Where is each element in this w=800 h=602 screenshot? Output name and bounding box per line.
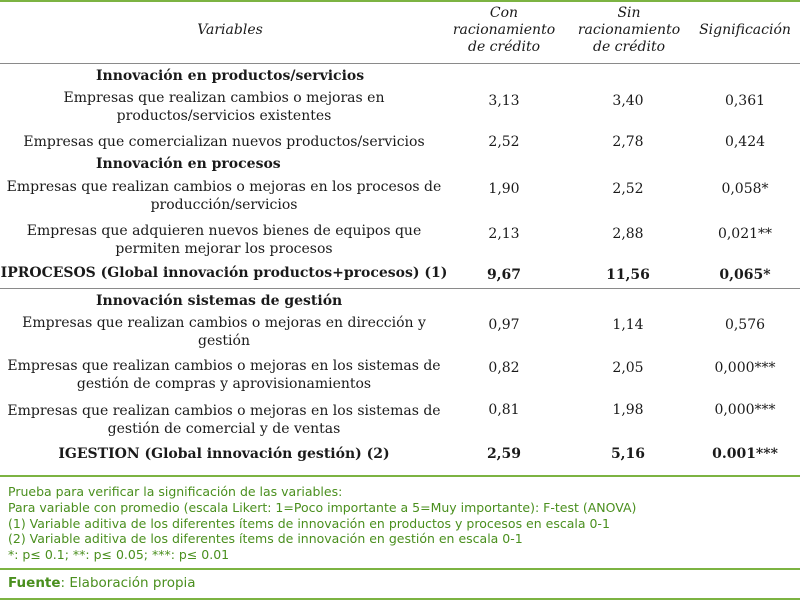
section-title: Innovación en productos/servicios bbox=[96, 68, 365, 84]
note-line: *: p≤ 0.1; **: p≤ 0.05; ***: p≤ 0.01 bbox=[8, 547, 230, 563]
row-label: Empresas que realizan cambios o mejoras en los sistemas de gestión de compras y aprovisionamientos bbox=[7, 358, 441, 392]
cell-sin: 1,14 bbox=[612, 317, 644, 333]
cell-sig: 0,000*** bbox=[714, 360, 776, 376]
cell-sig: 0,576 bbox=[724, 317, 766, 333]
cell-sig: 0,361 bbox=[724, 93, 766, 109]
note-line: (2) Variable aditiva de los diferentes ítems de innovación en gestión en escala 0-1 bbox=[8, 531, 523, 547]
cell-sin: 5,16 bbox=[610, 446, 646, 462]
source-text: : Elaboración propia bbox=[60, 575, 196, 591]
cell-sin: 3,40 bbox=[612, 93, 644, 109]
cell-con: 9,67 bbox=[486, 267, 522, 283]
row-label: Empresas que realizan cambios o mejoras en dirección y gestión bbox=[22, 315, 426, 349]
notes-divider bbox=[0, 568, 800, 570]
header-variables: Variables bbox=[197, 22, 263, 38]
cell-sin: 2,05 bbox=[612, 360, 644, 376]
row-label: Empresas que adquieren nuevos bienes de equipos que permiten mejorar los procesos bbox=[26, 223, 422, 257]
cell-sig: 0,065* bbox=[719, 267, 771, 283]
source-label: Fuente bbox=[8, 575, 61, 591]
cell-sin: 1,98 bbox=[612, 402, 644, 418]
cell-sig: 0,000*** bbox=[714, 402, 776, 418]
cell-con: 0,82 bbox=[488, 360, 520, 376]
note-line: (1) Variable aditiva de los diferentes ítems de innovación en productos y procesos en escala 0-1 bbox=[8, 515, 610, 531]
note-line: Para variable con promedio (escala Likert: 1=Poco importante a 5=Muy importante): F-test (ANOVA) bbox=[8, 499, 637, 515]
cell-con: 3,13 bbox=[488, 93, 520, 109]
row-label: Empresas que realizan cambios o mejoras en los sistemas de gestión de comercial y de ventas bbox=[7, 403, 441, 437]
bottom-rule bbox=[0, 598, 800, 600]
source-line bbox=[8, 575, 196, 591]
cell-con: 2,52 bbox=[488, 134, 520, 150]
header-significacion: Significación bbox=[699, 22, 791, 38]
section-title: Innovación en procesos bbox=[96, 156, 281, 172]
cell-sin: 2,52 bbox=[612, 181, 644, 197]
section-title: Innovación sistemas de gestión bbox=[96, 293, 343, 309]
cell-sin: 2,78 bbox=[612, 134, 644, 150]
top-rule bbox=[0, 0, 800, 2]
table-notes bbox=[8, 484, 636, 563]
note-line: Prueba para verificar la significación de las variables: bbox=[8, 484, 343, 499]
cell-sig: 0,058* bbox=[721, 181, 769, 197]
header-con-racionamiento: Con racionamiento de crédito bbox=[452, 5, 556, 55]
header-sin-racionamiento: Sin racionamiento de crédito bbox=[577, 5, 681, 55]
cell-sig: 0.001*** bbox=[712, 446, 778, 462]
cell-con: 2,59 bbox=[486, 446, 522, 462]
cell-sig: 0,424 bbox=[724, 134, 766, 150]
cell-sin: 2,88 bbox=[612, 226, 644, 242]
row-label: Empresas que comercializan nuevos productos/servicios bbox=[23, 134, 425, 150]
row-label: Empresas que realizan cambios o mejoras en los procesos de producción/servicios bbox=[6, 179, 442, 213]
table-bottom-rule bbox=[0, 475, 800, 477]
header-divider bbox=[0, 63, 800, 64]
row-label-total: IGESTION (Global innovación gestión) (2) bbox=[58, 446, 390, 462]
cell-sin: 11,56 bbox=[606, 267, 650, 283]
row-label: Empresas que realizan cambios o mejoras en productos/servicios existentes bbox=[63, 90, 385, 124]
cell-con: 1,90 bbox=[488, 181, 520, 197]
row-label-total: IPROCESOS (Global innovación productos+procesos) (1) bbox=[0, 265, 448, 281]
cell-con: 2,13 bbox=[488, 226, 520, 242]
cell-con: 0,97 bbox=[488, 317, 520, 333]
cell-con: 0,81 bbox=[488, 402, 520, 418]
cell-sig: 0,021** bbox=[717, 226, 773, 242]
section-divider bbox=[0, 288, 800, 289]
